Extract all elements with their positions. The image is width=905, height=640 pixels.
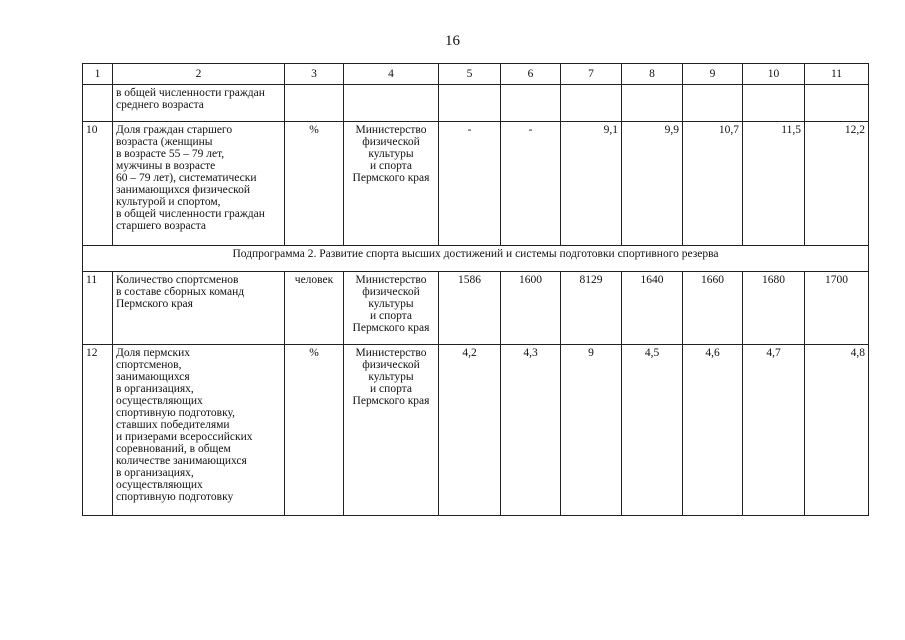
column-numbers-row xyxy=(83,64,869,85)
page-number: 16 xyxy=(445,33,460,49)
value-cell: 8129 xyxy=(561,272,622,345)
value-cell: 9 xyxy=(561,345,622,516)
value-cell xyxy=(501,85,561,122)
unit-cell xyxy=(285,85,344,122)
row-number xyxy=(83,85,113,122)
value-cell: 1640 xyxy=(622,272,683,345)
header-cell: 7 xyxy=(561,64,622,85)
unit-cell: % xyxy=(285,345,344,516)
value-cell: 1586 xyxy=(439,272,501,345)
responsible-cell: Министерство физической культуры и спорта Пермского края xyxy=(344,345,439,516)
value-cell: 4,5 xyxy=(622,345,683,516)
header-cell: 11 xyxy=(805,64,869,85)
value-cell: 10,7 xyxy=(683,122,743,246)
row-number: 10 xyxy=(83,122,113,246)
header-cell: 5 xyxy=(439,64,501,85)
indicator-name: в общей численности граждан среднего возраста xyxy=(113,85,285,122)
header-cell: 10 xyxy=(743,64,805,85)
row-number: 11 xyxy=(83,272,113,345)
header-cell: 8 xyxy=(622,64,683,85)
responsible-cell: Министерство физической культуры и спорта Пермского края xyxy=(344,272,439,345)
value-cell: 1680 xyxy=(743,272,805,345)
header-cell: 2 xyxy=(113,64,285,85)
unit-cell: % xyxy=(285,122,344,246)
header-cell: 4 xyxy=(344,64,439,85)
header-cell: 3 xyxy=(285,64,344,85)
header-cell: 1 xyxy=(83,64,113,85)
value-cell: 1700 xyxy=(805,272,869,345)
unit-cell: человек xyxy=(285,272,344,345)
value-cell: 4,6 xyxy=(683,345,743,516)
value-cell: 1660 xyxy=(683,272,743,345)
value-cell: 11,5 xyxy=(743,122,805,246)
value-cell: 4,8 xyxy=(805,345,869,516)
value-cell: - xyxy=(501,122,561,246)
value-cell xyxy=(561,85,622,122)
value-cell: 4,7 xyxy=(743,345,805,516)
header-cell: 6 xyxy=(501,64,561,85)
indicator-name: Доля граждан старшего возраста (женщины в возрасте 55 – 79 лет, мужчины в возрасте 60 – 79 лет), систематически занимающихся физической культурой и спортом, в общей численности граждан старшего возраста xyxy=(113,122,285,246)
value-cell: 9,9 xyxy=(622,122,683,246)
value-cell xyxy=(743,85,805,122)
section-row xyxy=(83,246,869,272)
value-cell: - xyxy=(439,122,501,246)
responsible-cell: Министерство физической культуры и спорта Пермского края xyxy=(344,122,439,246)
value-cell xyxy=(622,85,683,122)
value-cell xyxy=(805,85,869,122)
value-cell: 1600 xyxy=(501,272,561,345)
value-cell xyxy=(683,85,743,122)
value-cell: 4,2 xyxy=(439,345,501,516)
indicator-name: Количество спортсменов в составе сборных команд Пермского края xyxy=(113,272,285,345)
row-number: 12 xyxy=(83,345,113,516)
indicators-table xyxy=(82,63,869,516)
table-row xyxy=(83,272,869,345)
table-row-continuation xyxy=(83,85,869,122)
table-row xyxy=(83,122,869,246)
value-cell: 9,1 xyxy=(561,122,622,246)
indicator-name: Доля пермских спортсменов, занимающихся в организациях, осуществляющих спортивную подготовку, ставших победителями и призерами всероссийских соревнований, в общем количестве занимающихся в организациях, осуществляющих спортивную подготовку xyxy=(113,345,285,516)
header-cell: 9 xyxy=(683,64,743,85)
value-cell: 12,2 xyxy=(805,122,869,246)
value-cell: 4,3 xyxy=(501,345,561,516)
section-title: Подпрограмма 2. Развитие спорта высших достижений и системы подготовки спортивного резерва xyxy=(83,246,869,272)
responsible-cell xyxy=(344,85,439,122)
value-cell xyxy=(439,85,501,122)
table-row xyxy=(83,345,869,516)
